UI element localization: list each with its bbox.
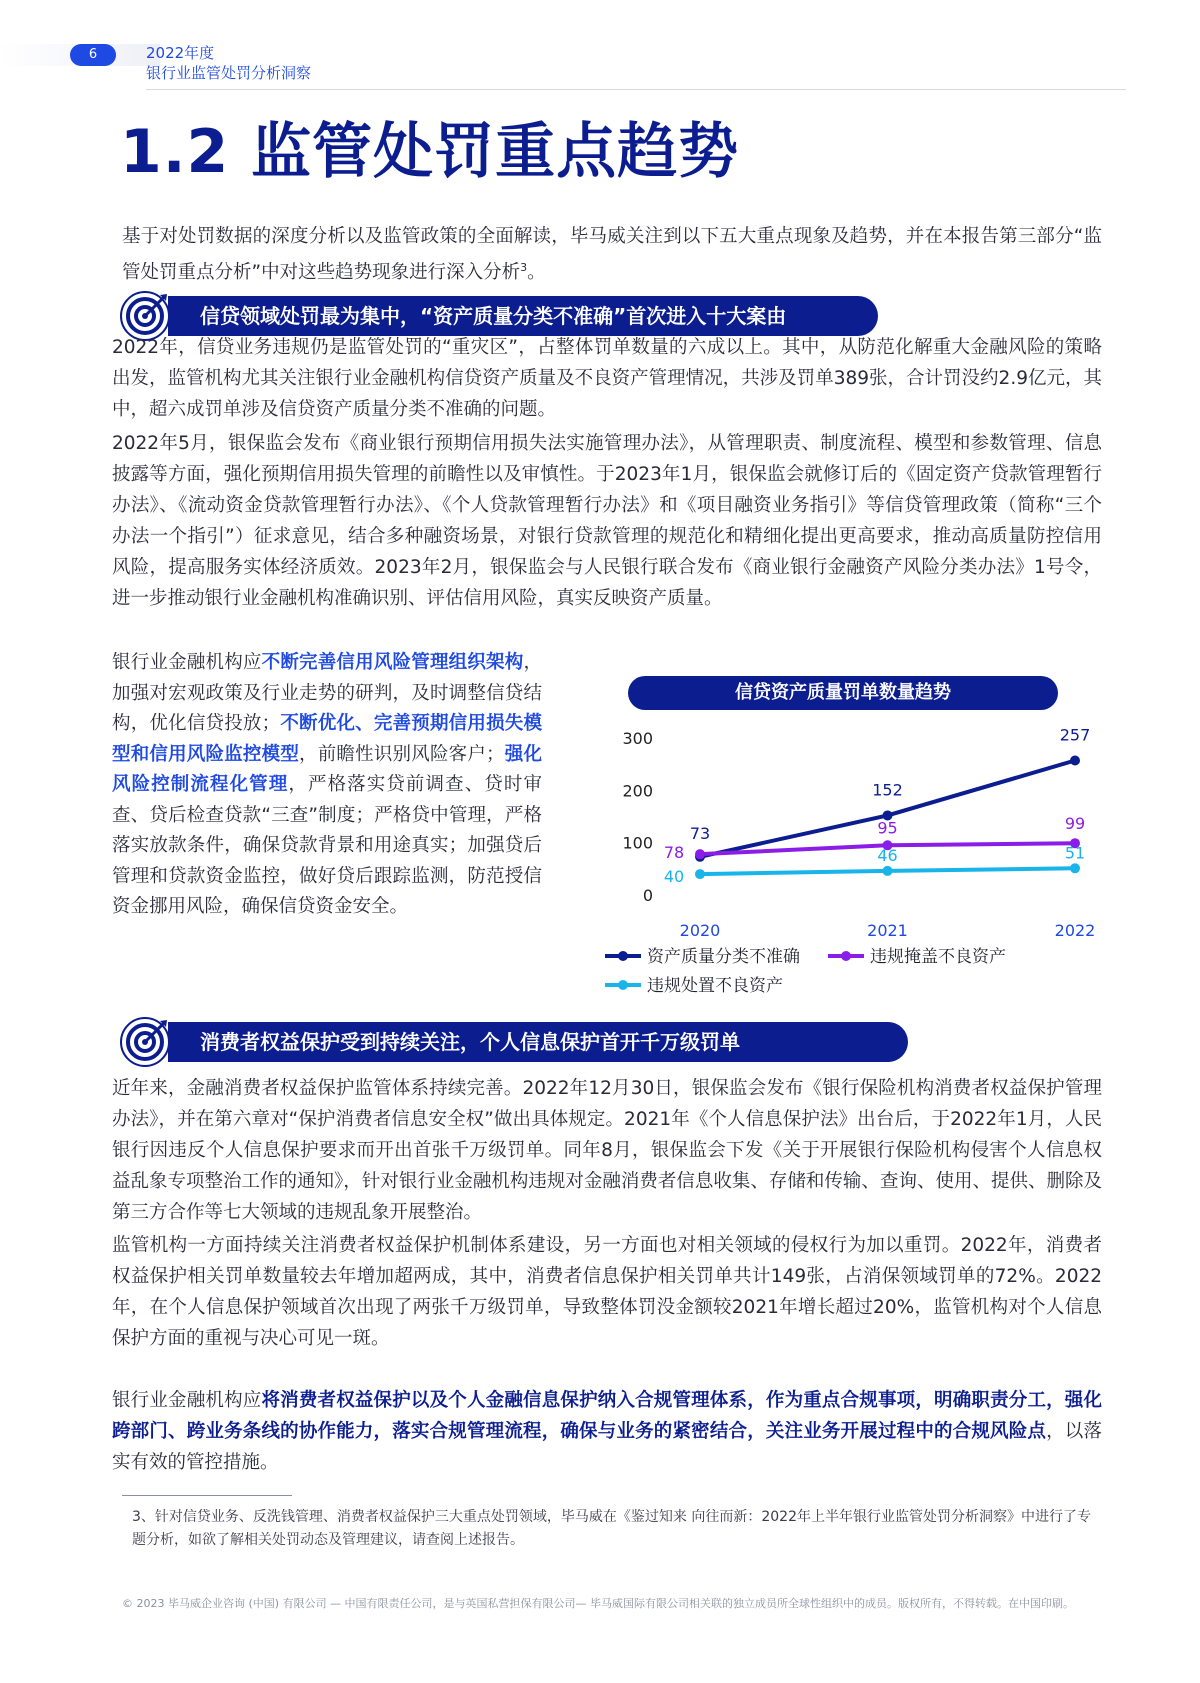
page-number-badge: 6 <box>70 44 116 66</box>
p3-text-e: ，前瞻性识别风险客户； <box>299 743 505 765</box>
footnote-ref[interactable]: 3 <box>520 261 528 274</box>
chart-title: 信贷资产质量罚单数量趋势 <box>628 676 1058 710</box>
p3-text-c: ，加强对宏观政策及行业走势的研判，及时调整信贷结构，优化信贷投放； <box>112 652 542 734</box>
y-tick-label: 100 <box>622 833 653 853</box>
s2p3-text-a: 银行业金融机构应 <box>112 1390 262 1411</box>
credit-quality-line-chart <box>620 708 1120 996</box>
report-title-line2: 银行业监管处罚分析洞察 <box>146 64 312 82</box>
section1-paragraph1: 2022年，信贷业务违规仍是监管处罚的“重灾区”，占整体罚单数量的六成以上。其中，从防范化解重大金融风险的策略出发，监管机构尤其关注银行业金融机构信贷资产质量及不良资产管理情况，共涉及罚单389张，合计罚没约2.9亿元，其中，超六成罚单涉及信贷资产质量分类不准确的问题。 <box>112 337 1102 420</box>
data-label: 46 <box>877 845 898 865</box>
x-tick-label: 2021 <box>867 921 908 940</box>
section2-paragraph2: 监管机构一方面持续关注消费者权益保护机制体系建设，另一方面也对相关领域的侵权行为加以重罚。2022年，消费者权益保护相关罚单数量较去年增加超两成，其中，消费者信息保护相关罚单共计149张，占消保领域罚单的72%。2022年，在个人信息保护领域首次出现了两张千万级罚单，导致整体罚没金额较2021年增长超过20%，监管机构对个人信息保护方面的重视与决心可见一斑。 <box>112 1235 1102 1349</box>
report-title-line1: 2022年度 <box>146 44 215 62</box>
p3-text-g: ，严格落实贷前调查、贷时审查、贷后检查贷款“三查”制度；严格贷中管理，严格落实放款条件，确保贷款背景和用途真实；加强贷后管理和贷款资金监控，做好贷后跟踪监测，防范授信资金挪用风险，确保信贷资金安全。 <box>112 774 542 917</box>
p3-highlight-1: 不断完善信用风险管理组织架构 <box>261 652 524 673</box>
header-divider <box>146 89 1126 90</box>
data-point <box>1070 863 1080 873</box>
x-tick-label: 2020 <box>679 921 721 940</box>
x-tick-label: 2022 <box>1054 921 1096 940</box>
section2-heading: 消费者权益保护受到持续关注，个人信息保护首开千万级罚单 <box>168 1022 908 1062</box>
legend-label: 违规处置不良资产 <box>647 976 783 996</box>
s2p3-highlight: 将消费者权益保护以及个人金融信息保护纳入合规管理体系，作为重点合规事项，明确职责分工，强化跨部门、跨业务条线的协作能力，落实合规管理流程，确保与业务的紧密结合，关注业务开展过程中的合规风险点 <box>112 1390 1102 1442</box>
section2-paragraph1: 近年来，金融消费者权益保护监管体系持续完善。2022年12月30日，银保监会发布《银行保险机构消费者权益保护管理办法》，并在第六章对“保护消费者信息安全权”做出具体规定。2021年《个人信息保护法》出台后，于2022年1月，人民银行因违反个人信息保护要求而开出首张千万级罚单。同年8月，银保监会下发《关于开展银行保险机构侵害个人信息权益乱象专项整治工作的通知》，针对银行业金融机构违规对金融消费者信息收集、存储和传输、查询、使用、提供、删除及第三方合作等七大领域的违规乱象开展整治。 <box>112 1078 1102 1223</box>
section2-paragraph3 <box>112 1385 1102 1478</box>
data-point <box>695 869 705 879</box>
data-point <box>695 849 705 859</box>
data-point <box>883 866 893 876</box>
footnote-divider <box>122 1495 292 1496</box>
legend-swatch-marker <box>841 951 851 961</box>
y-tick-label: 0 <box>642 886 653 905</box>
data-label: 40 <box>663 867 685 887</box>
intro-paragraph <box>122 221 1102 288</box>
s2p3-text-c: ，以落实有效的管控措施。 <box>112 1421 1102 1473</box>
p3-highlight-3: 强化风险控制流程化管理 <box>112 743 542 795</box>
legend-label: 违规掩盖不良资产 <box>870 947 1006 967</box>
report-title <box>146 43 311 83</box>
legend-label: 资产质量分类不准确 <box>647 947 800 967</box>
intro-text: 基于对处罚数据的深度分析以及监管政策的全面解读，毕马威关注到以下五大重点现象及趋势，并在本报告第三部分“监管处罚重点分析”中对这些趋势现象进行深入分析 <box>122 226 1102 284</box>
p3-highlight-2: 不断优化、完善预期信用损失模型和信用风险监控模型 <box>112 713 542 765</box>
target-icon <box>120 1017 170 1067</box>
data-label: 51 <box>1064 843 1086 863</box>
legend-swatch-marker <box>618 951 628 961</box>
section1-paragraph2: 2022年5月，银保监会发布《商业银行预期信用损失法实施管理办法》，从管理职责、制度流程、模型和参数管理、信息披露等方面，强化预期信用损失管理的前瞻性以及审慎性。于2023年1月，银保监会就修订后的《固定资产贷款管理暂行办法》、《流动资金贷款管理暂行办法》、《个人贷款管理暂行办法》和《项目融资业务指引》等信贷管理政策（简称“三个办法一个指引”）征求意见，结合多种融资场景，对银行贷款管理的规范化和精细化提出更高要求，推动高质量防控信用风险，提高服务实体经济质效。2023年2月，银保监会与人民银行联合发布《商业银行金融资产风险分类办法》1号令，进一步推动银行业金融机构准确识别、评估信用风险，真实反映资产质量。 <box>112 433 1102 609</box>
section1-heading: 信贷领域处罚最为集中，“资产质量分类不准确”首次进入十大案由 <box>168 296 878 336</box>
section-title: 1.2 监管处罚重点趋势 <box>120 117 740 187</box>
intro-end: 。 <box>527 262 546 284</box>
data-point <box>1070 756 1080 766</box>
footnote: 3、针对信贷业务、反洗钱管理、消费者权益保护三大重点处罚领域，毕马威在《鉴过知来 向往而新：2022年上半年银行业监管处罚分析洞察》中进行了专题分析，如欲了解相关处罚动态及管理建议，请查阅上述报告。 <box>132 1509 1091 1548</box>
data-label: 95 <box>877 818 898 838</box>
data-label: 257 <box>1059 725 1091 745</box>
p3-text-a: 银行业金融机构应 <box>112 652 262 673</box>
copyright-notice: © 2023 毕马威企业咨询 (中国) 有限公司 — 中国有限责任公司，是与英国私营担保有限公司— 毕马威国际有限公司相关联的独立成员所全球性组织中的成员。版权所有，不得转载。在中国印刷。 <box>122 1597 1075 1610</box>
data-label: 73 <box>689 823 711 843</box>
data-label: 78 <box>663 843 685 863</box>
data-label: 99 <box>1064 814 1086 834</box>
section1-paragraph3 <box>112 648 542 923</box>
data-label: 152 <box>872 780 903 800</box>
y-tick-label: 200 <box>622 781 653 801</box>
legend-swatch-marker <box>618 980 628 990</box>
y-tick-label: 300 <box>622 729 653 748</box>
